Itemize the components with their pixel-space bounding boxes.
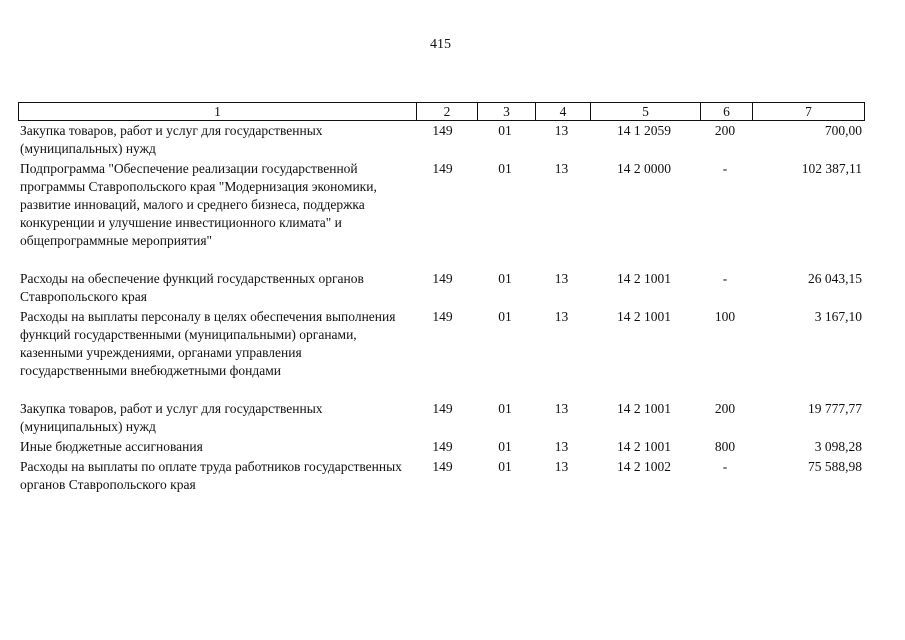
row-amount: 75 588,98: [808, 459, 862, 474]
row-col-4: 13: [554, 161, 569, 176]
row-col-6: 200: [714, 401, 736, 416]
row-col-3: 01: [498, 401, 512, 416]
row-col-3: 01: [498, 459, 512, 474]
row-col-2: 149: [432, 439, 453, 454]
row-col-3: 01: [498, 271, 512, 286]
row-name: Расходы на выплаты по оплате труда работников государственных органов Ставропольского края: [20, 459, 402, 492]
row-amount: 19 777,77: [808, 401, 862, 416]
row-name: Закупка товаров, работ и услуг для государственных (муниципальных) нужд: [20, 401, 323, 434]
header-col-1: 1: [214, 104, 221, 119]
row-col-2: 149: [432, 309, 453, 324]
row-amount: 26 043,15: [808, 271, 862, 286]
row-col-2: 149: [432, 271, 453, 286]
table-row: [18, 308, 865, 380]
table-row: [18, 160, 865, 250]
row-col-6: 800: [714, 439, 736, 454]
row-col-5: 14 2 1001: [617, 271, 671, 286]
header-col-4: 4: [535, 103, 590, 120]
row-col-2: 149: [432, 161, 453, 176]
row-col-3: 01: [498, 161, 512, 176]
row-name: Расходы на выплаты персоналу в целях обеспечения выполнения функций государственными (муниципальными) органами, казенными учреждениями, органами управления государственными внебюджетными фондами: [20, 309, 396, 378]
row-col-4: 13: [554, 401, 569, 416]
row-col-6: -: [722, 459, 728, 474]
row-col-5: 14 2 0000: [617, 161, 671, 176]
table-row: [18, 122, 865, 158]
row-col-3: 01: [498, 123, 512, 138]
row-col-2: 149: [432, 401, 453, 416]
header-col-2: 2: [416, 103, 477, 120]
row-col-2: 149: [432, 459, 453, 474]
table-row: [18, 400, 865, 436]
row-amount: 102 387,11: [801, 161, 862, 176]
row-col-4: 13: [554, 439, 569, 454]
row-name: Подпрограмма "Обеспечение реализации государственной программы Ставропольского края "Модернизация экономики, развитие инноваций, малого и среднего бизнеса, поддержка конкуренции и улучшение инвестиционного климата" и общепрограммные мероприятия": [20, 161, 377, 248]
page-number: 415: [430, 37, 451, 52]
row-col-6: -: [722, 271, 728, 286]
row-col-6: 100: [714, 309, 736, 324]
row-col-5: 14 2 1001: [617, 309, 671, 324]
table-row: [18, 458, 865, 494]
row-col-4: 13: [554, 123, 569, 138]
table-row: [18, 438, 865, 456]
row-col-5: 14 2 1001: [617, 439, 671, 454]
row-col-5: 14 2 1002: [617, 459, 671, 474]
row-col-4: 13: [554, 309, 569, 324]
row-col-4: 13: [554, 271, 569, 286]
row-name: Иные бюджетные ассигнования: [20, 439, 203, 454]
row-col-5: 14 1 2059: [617, 123, 671, 138]
row-col-4: 13: [554, 459, 569, 474]
row-col-3: 01: [498, 439, 512, 454]
table-body: [18, 122, 865, 496]
row-amount: 3 098,28: [814, 439, 862, 454]
row-amount: 3 167,10: [814, 309, 862, 324]
row-col-2: 149: [432, 123, 453, 138]
row-col-6: -: [722, 161, 728, 176]
row-col-6: 200: [714, 123, 736, 138]
row-col-3: 01: [498, 309, 512, 324]
header-col-7: 7: [752, 103, 864, 120]
header-col-6: 6: [700, 103, 752, 120]
header-col-5: 5: [590, 103, 700, 120]
header-col-3: 3: [477, 103, 535, 120]
row-col-5: 14 2 1001: [617, 401, 671, 416]
table-row: [18, 270, 865, 306]
row-name: Расходы на обеспечение функций государственных органов Ставропольского края: [20, 271, 364, 304]
row-name: Закупка товаров, работ и услуг для государственных (муниципальных) нужд: [20, 123, 323, 156]
table-header: [18, 102, 865, 121]
row-amount: 700,00: [824, 123, 862, 138]
